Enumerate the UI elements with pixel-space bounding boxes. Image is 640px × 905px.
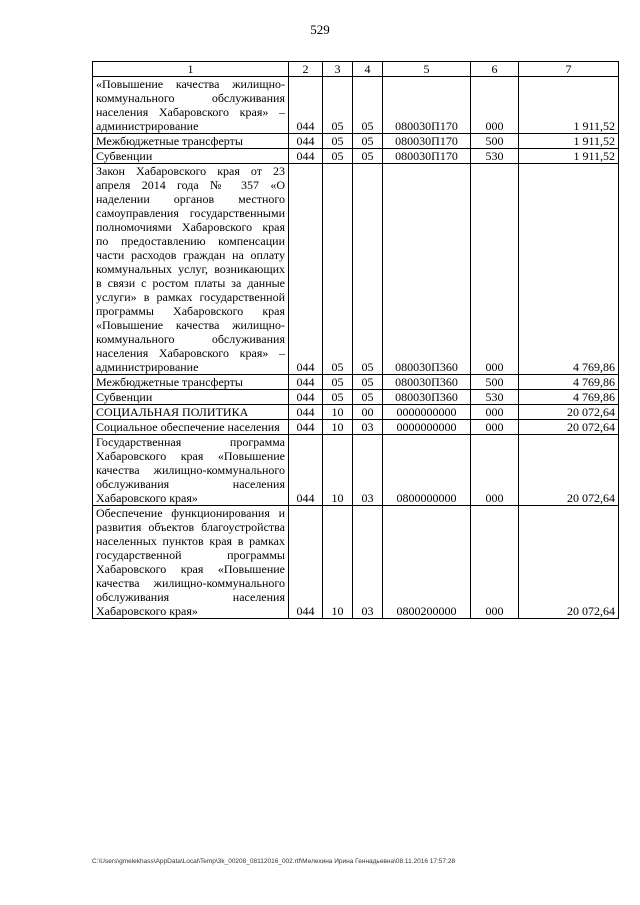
cell-gr: 044 (289, 435, 323, 506)
row-name: Государственная программа Хабаровского края «Повышение качества жилищно-коммунального обслуживания населения Хабаровского края» (93, 435, 289, 506)
cell-gr: 044 (289, 390, 323, 405)
cell-pr: 03 (353, 506, 383, 619)
cell-sum: 4 769,86 (519, 390, 619, 405)
row-name: Субвенции (93, 149, 289, 164)
table-row (93, 405, 619, 420)
row-name: Межбюджетные трансферты (93, 375, 289, 390)
cell-rz: 05 (323, 149, 353, 164)
cell-rz: 05 (323, 164, 353, 375)
cell-gr: 044 (289, 134, 323, 149)
column-header: 5 (383, 62, 471, 77)
cell-vr: 000 (471, 420, 519, 435)
table-row (93, 375, 619, 390)
cell-gr: 044 (289, 375, 323, 390)
cell-csr: 0800000000 (383, 435, 471, 506)
table-row (93, 390, 619, 405)
cell-vr: 530 (471, 390, 519, 405)
table-row (93, 420, 619, 435)
cell-sum: 20 072,64 (519, 405, 619, 420)
cell-vr: 500 (471, 134, 519, 149)
file-path-footer: C:\Users\gmelekhass\AppData\Local\Temp\3k_00208_08112016_002.rtf\Мелехина Ирина Геннадьевна\08.11.2016 17:57:28 (92, 858, 456, 865)
cell-sum: 20 072,64 (519, 420, 619, 435)
cell-pr: 05 (353, 149, 383, 164)
column-header: 2 (289, 62, 323, 77)
column-header: 7 (519, 62, 619, 77)
cell-csr: 080030П360 (383, 164, 471, 375)
cell-rz: 10 (323, 405, 353, 420)
cell-csr: 080030П360 (383, 375, 471, 390)
cell-rz: 10 (323, 435, 353, 506)
row-name: СОЦИАЛЬНАЯ ПОЛИТИКА (93, 405, 289, 420)
cell-pr: 03 (353, 435, 383, 506)
cell-vr: 000 (471, 164, 519, 375)
cell-sum: 4 769,86 (519, 375, 619, 390)
cell-sum: 1 911,52 (519, 149, 619, 164)
cell-csr: 080030П170 (383, 77, 471, 134)
cell-pr: 05 (353, 390, 383, 405)
cell-rz: 10 (323, 506, 353, 619)
table-row (93, 77, 619, 134)
cell-vr: 530 (471, 149, 519, 164)
cell-rz: 10 (323, 420, 353, 435)
cell-rz: 05 (323, 375, 353, 390)
cell-vr: 000 (471, 435, 519, 506)
cell-gr: 044 (289, 77, 323, 134)
cell-csr: 0000000000 (383, 405, 471, 420)
row-name: Обеспечение функционирования и развития объектов благоустройства населенных пунктов края в рамках государственной программы Хабаровского края «Повышение качества жилищно-коммунального обслуживания населения Хабаровского края» (93, 506, 289, 619)
table-row (93, 134, 619, 149)
cell-csr: 0000000000 (383, 420, 471, 435)
cell-sum: 1 911,52 (519, 134, 619, 149)
column-header: 3 (323, 62, 353, 77)
table-row (93, 164, 619, 375)
row-name: Социальное обеспечение населения (93, 420, 289, 435)
cell-pr: 03 (353, 420, 383, 435)
row-name: «Повышение качества жилищно-коммунального обслуживания населения Хабаровского края» – администрирование (93, 77, 289, 134)
cell-sum: 4 769,86 (519, 164, 619, 375)
table-row (93, 149, 619, 164)
table-row (93, 435, 619, 506)
cell-csr: 080030П170 (383, 149, 471, 164)
cell-vr: 000 (471, 506, 519, 619)
cell-gr: 044 (289, 405, 323, 420)
page-number: 529 (310, 22, 330, 37)
row-name: Закон Хабаровского края от 23 апреля 2014 года № 357 «О наделении органов местного самоуправления государственными полномочиями Хабаровского края по предоставлению компенсации части расходов граждан на оплату коммунальных услуг, возникающих в связи с ростом платы за данные услуги» в рамках государственной программы Хабаровского края «Повышение качества жилищно-коммунального обслуживания населения Хабаровского края» – администрирование (93, 164, 289, 375)
cell-csr: 080030П170 (383, 134, 471, 149)
cell-pr: 05 (353, 375, 383, 390)
budget-table (92, 61, 619, 619)
cell-gr: 044 (289, 506, 323, 619)
row-name: Субвенции (93, 390, 289, 405)
row-name: Межбюджетные трансферты (93, 134, 289, 149)
cell-sum: 20 072,64 (519, 435, 619, 506)
cell-vr: 500 (471, 375, 519, 390)
table-row (93, 506, 619, 619)
cell-sum: 1 911,52 (519, 77, 619, 134)
cell-gr: 044 (289, 149, 323, 164)
cell-gr: 044 (289, 164, 323, 375)
cell-pr: 00 (353, 405, 383, 420)
column-header: 1 (93, 62, 289, 77)
cell-pr: 05 (353, 77, 383, 134)
cell-vr: 000 (471, 77, 519, 134)
cell-pr: 05 (353, 134, 383, 149)
cell-pr: 05 (353, 164, 383, 375)
column-header: 6 (471, 62, 519, 77)
cell-csr: 0800200000 (383, 506, 471, 619)
cell-rz: 05 (323, 77, 353, 134)
cell-sum: 20 072,64 (519, 506, 619, 619)
cell-vr: 000 (471, 405, 519, 420)
cell-rz: 05 (323, 390, 353, 405)
column-header: 4 (353, 62, 383, 77)
cell-rz: 05 (323, 134, 353, 149)
cell-gr: 044 (289, 420, 323, 435)
cell-csr: 080030П360 (383, 390, 471, 405)
table-header-row (93, 62, 619, 77)
